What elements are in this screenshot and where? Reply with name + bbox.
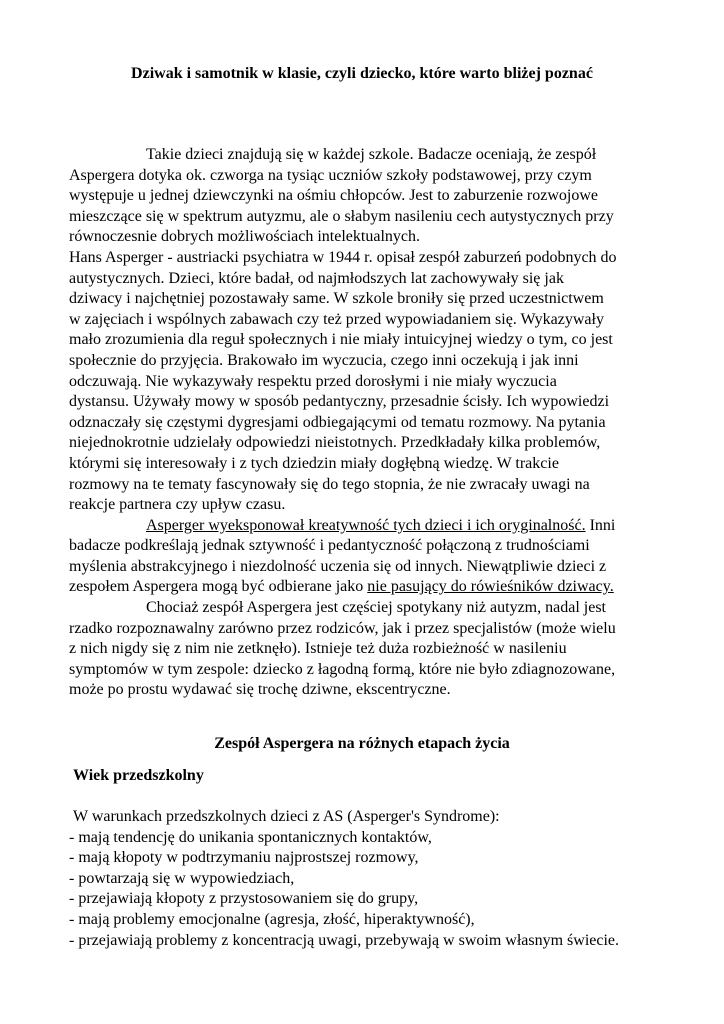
underlined-text: Asperger wyeksponował kreatywność tych dzieci i ich oryginalność.	[146, 516, 586, 534]
list-item: - powtarzają się w wypowiedziach,	[69, 869, 295, 887]
text-line: niejednokrotnie udzielały odpowiedzi nieistotnych. Przedkładały kilka problemów,	[69, 434, 601, 452]
text-line: z nich nigdy się z nim nie zetknęło). Istnieje też duża rozbieżność w nasileniu	[69, 640, 567, 658]
text-line: odczuwają. Nie wykazywały respektu przed dorosłymi i nie miały wyczucia	[69, 372, 557, 390]
text-line	[69, 516, 659, 537]
text-line: mało zrozumienia dla reguł społecznych i nie miały intuicyjnej wiedzy o tym, co jest	[69, 331, 613, 349]
text-line: mieszczące się w spektrum autyzmu, ale o słabym nasileniu cech autystycznych przy	[69, 207, 614, 225]
list-intro: W warunkach przedszkolnych dzieci z AS (Asperger's Syndrome):	[73, 808, 500, 825]
text-line	[69, 577, 659, 598]
list-item: - mają kłopoty w podtrzymaniu najprostszej rozmowy,	[69, 849, 419, 867]
subheading: Wiek przedszkolny	[73, 767, 204, 784]
text-line: odznaczały się częstymi dygresjami odbiegającymi od tematu rozmowy. Na pytania	[69, 413, 606, 431]
text-line: występuje u jednej dziewczynki na ośmiu chłopców. Jest to zaburzenie rozwojowe	[69, 187, 599, 205]
list-item: - przejawiają kłopoty z przystosowaniem się do grupy,	[69, 890, 419, 908]
list-item: - przejawiają problemy z koncentracją uwagi, przebywają w swoim własnym świecie.	[69, 931, 620, 949]
text-fragment: zespołem Aspergera mogą być odbierane jako	[69, 578, 368, 596]
paragraph-creativity	[69, 516, 659, 598]
text-line: równoczesnie dobrych możliwościach intelektualnych.	[69, 228, 420, 246]
text-line: badacze podkreślają jednak sztywność i pedantyczność połączoną z trudnościami	[69, 537, 590, 555]
text-line: społecznie do przyjęcia. Brakowało im wyczucia, czego inni oczekują i jak inni	[69, 351, 579, 369]
text-line: którymi się interesowały i z tych dziedzin miały dogłębną wiedzę. W trakcie	[69, 454, 559, 472]
text-line: rozmowy na te tematy fascynowały się do tego stopnia, że nie zwracały uwagi na	[69, 475, 590, 493]
text-line: może po prostu wydawać się trochę dziwne, ekscentryczne.	[69, 681, 451, 699]
list-item: - mają tendencję do unikania spontanicznych kontaktów,	[69, 828, 432, 846]
section-title: Zespół Aspergera na różnych etapach życia	[214, 735, 510, 752]
text-line: Takie dzieci znajdują się w każdej szkole. Badacze oceniają, że zespół	[146, 146, 597, 163]
text-line: dziwacy i najchętniej pozostawały same. W szkole broniły się przed uczestnictwem	[69, 290, 604, 308]
text-line: dystansu. Używały mowy w sposób pedantyczny, przesadnie ścisły. Ich wypowiedzi	[69, 393, 610, 411]
text-line: reakcje partnera czy upływ czasu.	[69, 496, 286, 514]
text-fragment: Inni	[585, 516, 616, 534]
text-line: w zajęciach i wspólnych zabawach czy też przed wypowiadaniem się. Wykazywały	[69, 310, 604, 328]
paragraph-intro	[69, 145, 659, 248]
underlined-text: nie pasujący do rówieśników dziwacy.	[367, 578, 614, 596]
text-line: symptomów w tym zespole: dziecko z łagodną formą, które nie było zdiagnozowane,	[69, 660, 616, 678]
paragraph-diagnosis	[69, 598, 659, 701]
text-line: myślenia abstrakcyjnego i niezdolność uczenia się od innych. Niewątpliwie dzieci z	[69, 557, 607, 575]
symptom-list	[69, 807, 669, 951]
text-line: autystycznych. Dzieci, które badał, od najmłodszych lat zachowywały się jak	[69, 269, 564, 287]
text-line: Hans Asperger - austriacki psychiatra w 1944 r. opisał zespół zaburzeń podobnych do	[69, 248, 617, 266]
text-line: rzadko rozpoznawalny zarówno przez rodziców, jak i przez specjalistów (może wielu	[69, 619, 616, 637]
document-title: Dziwak i samotnik w klasie, czyli dziecko, które warto bliżej poznać	[131, 65, 593, 82]
text-line: Aspergera dotyka ok. czworga na tysiąc uczniów szkoły podstawowej, przy czym	[69, 166, 592, 184]
list-item: - mają problemy emocjonalne (agresja, złość, hiperaktywność),	[69, 910, 475, 928]
text-line: Chociaż zespół Aspergera jest częściej spotykany niż autyzm, nadal jest	[146, 599, 606, 617]
article-body	[69, 145, 659, 701]
paragraph-hans-asperger	[69, 248, 659, 516]
